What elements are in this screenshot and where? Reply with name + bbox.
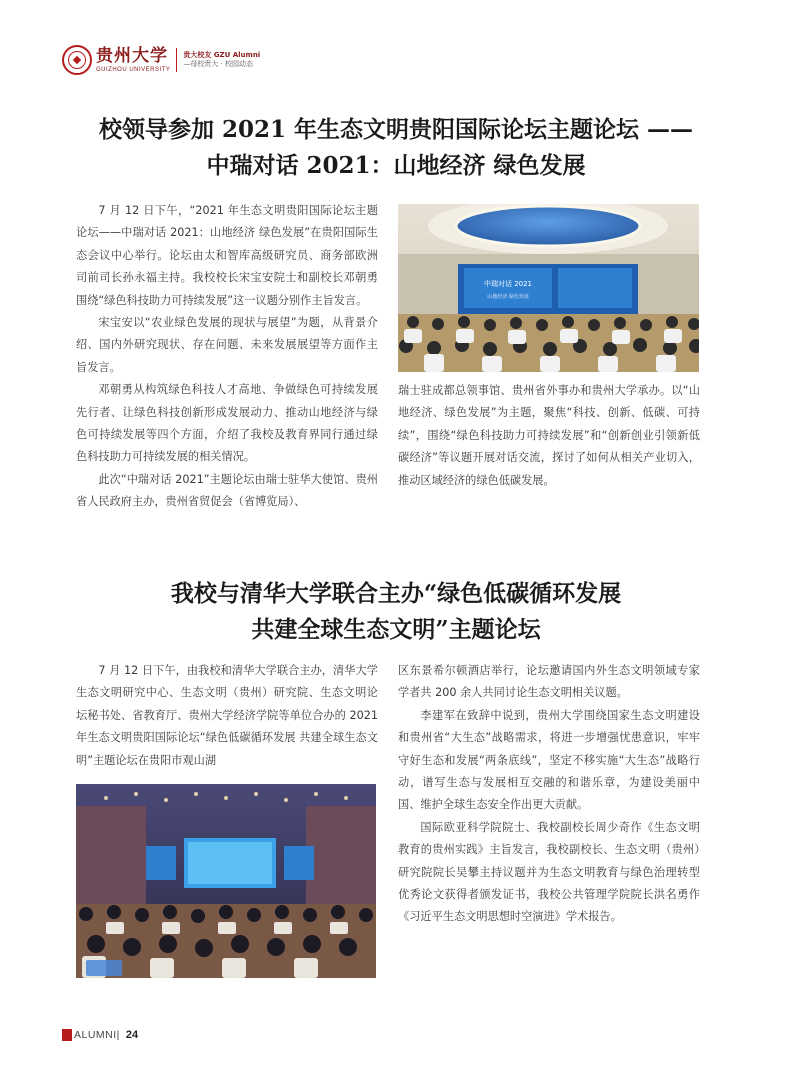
- article1-paragraph: 7 月 12 日下午，“2021 年生态文明贵阳国际论坛主题论坛——中瑞对话 2021：山地经济 绿色发展”在贵阳国际生态会议中心举行。论坛由太和智库高级研究员、商务部欧洲司前司长孙永福主持。我校校长宋宝安院士和副校长邓朝勇围绕“绿色科技助力可持续发展”这一议题分别作主旨发言。: [76, 204, 378, 307]
- forum-photo-2: [76, 784, 376, 978]
- forum-photo-1: [398, 204, 699, 372]
- forum-photo-2-illustration: [76, 784, 376, 978]
- header-divider: [176, 48, 177, 72]
- logo-subtext: GUIZHOU UNIVERSITY: [96, 66, 171, 73]
- header-column-tagline: —母校贵大 · 校园动态: [183, 60, 254, 68]
- article2-right-column: [398, 660, 700, 929]
- article2-paragraph: 区东景希尔顿酒店举行，论坛邀请国内外生态文明领域专家学者共 200 余人共同讨论生态文明相关议题。: [398, 664, 700, 700]
- header-column-label: [183, 51, 260, 69]
- page-number: 24: [125, 1029, 139, 1041]
- article1-paragraph: 此次“中瑞对话 2021”主题论坛由瑞士驻华大使馆、贵州省人民政府主办，贵州省贸促会（省博览局）、: [76, 472, 378, 509]
- footer-marker-icon: [62, 1029, 72, 1041]
- article1-right-column: [398, 380, 700, 492]
- article2-paragraph: 7 月 12 日下午，由我校和清华大学联合主办，清华大学生态文明研究中心、生态文明（贵州）研究院、生态文明论坛秘书处、省教育厅、贵州大学经济学院等单位合办的 2021 年生态文明贵阳国际论坛“绿色低碳循环发展 共建全球生态文明”主题论坛在贵阳市观山湖: [76, 664, 378, 767]
- page-header: [62, 40, 262, 80]
- logo-text: 贵州大学: [96, 45, 168, 66]
- article2-left-column: [76, 660, 378, 772]
- university-seal-icon: [62, 45, 92, 75]
- article1-title-line2: 中瑞对话 2021：山地经济 绿色发展: [206, 152, 586, 179]
- article2-paragraph: 国际欧亚科学院院士、我校副校长周少奇作《生态文明教育的贵州实践》主旨发言，我校副校长、生态文明（贵州）研究院院长吴攀主持议题并为生态文明教育与绿色治理转型优秀论文获得者颁发证书，我校公共管理学院院长洪名勇作《习近平生态文明思想时空演进》学术报告。: [398, 820, 700, 924]
- article1-paragraph: 瑞士驻成都总领事馆、贵州省外事办和贵州大学承办。以“山地经济、绿色发展”为主题，聚焦“科技、创新、低碳、可持续”，围绕“绿色科技助力可持续发展”和“创新创业引领新低碳经济”等议题开展对话交流，探讨了如何从相关产业切入，推动区域经济的绿色低碳发展。: [398, 384, 700, 487]
- header-column-name: 贵大校友 GZU Alumni: [183, 50, 261, 59]
- university-logo: [96, 45, 171, 73]
- article1-paragraph: 宋宝安以“农业绿色发展的现状与展望”为题，从背景介绍、国内外研究现状、存在问题、未来发展展望等方面作主旨发言。: [76, 316, 378, 374]
- screen-text-1: 中瑞对话 2021: [483, 280, 533, 288]
- article1-paragraph: 邓朝勇从构筑绿色科技人才高地、争做绿色可持续发展先行者、让绿色科技创新形成发展动力、推动山地经济与绿色可持续发展等四个方面，介绍了我校及教育界同行通过绿色科技助力可持续发展的相关情况。: [76, 383, 378, 464]
- article2-paragraph: 李建军在致辞中说到，贵州大学围绕国家生态文明建设和贵州省“大生态”战略需求，将进一步增强忧患意识，牢牢守好生态和发展“两条底线”，坚定不移实施“大生态”战略行动，谱写生态与发展相互交融的和谐乐章，为建设美丽中国、维护全球生态安全作出更大贡献。: [398, 708, 700, 812]
- footer-label: ALUMNI|: [74, 1029, 120, 1041]
- article1-title-line1: 校领导参加 2021 年生态文明贵阳国际论坛主题论坛 ——: [98, 116, 694, 143]
- article2-title-line1: 我校与清华大学联合主办“绿色低碳循环发展: [170, 580, 622, 607]
- article1-title: [60, 112, 732, 184]
- article2-title: [60, 576, 732, 648]
- screen-text-2: 山地经济 绿色发展: [487, 294, 529, 300]
- article2-title-line2: 共建全球生态文明”主题论坛: [251, 616, 541, 643]
- page-footer: [62, 1028, 138, 1042]
- article1-left-column: [76, 200, 378, 514]
- forum-photo-1-illustration: [398, 204, 699, 372]
